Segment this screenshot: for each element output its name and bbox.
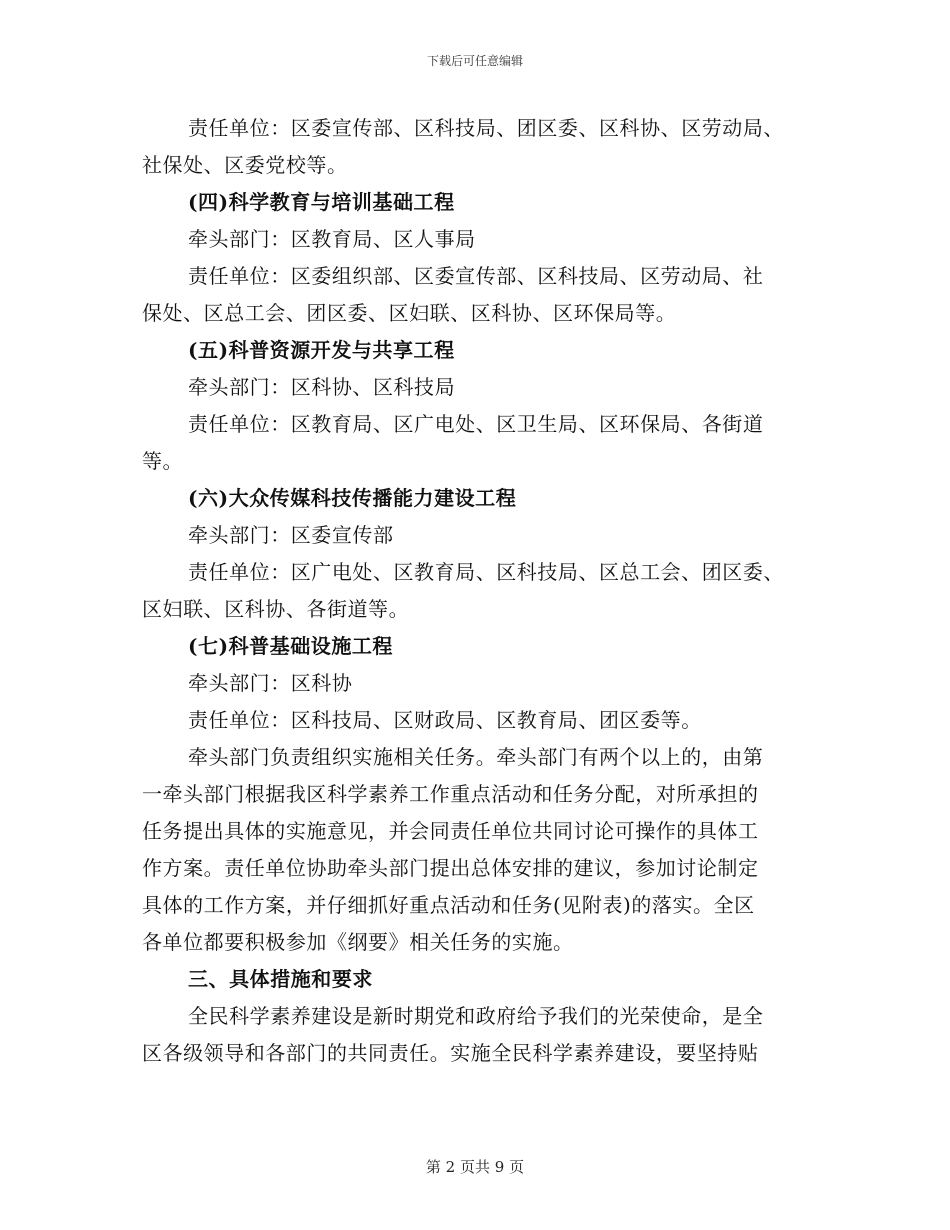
paragraph-line: 各单位都要积极参加《纲要》相关任务的实施。 xyxy=(142,930,574,954)
paragraph-line: 等。 xyxy=(142,449,184,473)
section-heading: (七)科普基础设施工程 xyxy=(188,634,393,658)
paragraph-line: 全民科学素养建设是新时期党和政府给予我们的光荣使命，是全 xyxy=(188,1004,764,1028)
paragraph-line: 一牵头部门根据我区科学素养工作重点活动和任务分配，对所承担的 xyxy=(142,782,759,806)
paragraph-line: 社保处、区委党校等。 xyxy=(142,153,348,177)
paragraph-line: 区各级领导和各部门的共同责任。实施全民科学素养建设，要坚持贴 xyxy=(142,1041,759,1065)
section-heading: (五)科普资源开发与共享工程 xyxy=(188,338,455,362)
section-heading: (六)大众传媒科技传播能力建设工程 xyxy=(188,486,517,510)
paragraph-line: 牵头部门：区教育局、区人事局 xyxy=(188,227,476,251)
paragraph-line: 牵头部门：区科协、区科技局 xyxy=(188,375,456,399)
paragraph-line: 责任单位：区教育局、区广电处、区卫生局、区环保局、各街道 xyxy=(188,412,764,436)
page-number: 第 2 页共 9 页 xyxy=(425,1158,525,1176)
paragraph-line: 作方案。责任单位协助牵头部门提出总体安排的建议，参加讨论制定 xyxy=(142,856,759,880)
document-body xyxy=(142,110,808,1072)
section-heading: 三、具体措施和要求 xyxy=(188,967,373,991)
paragraph-line: 责任单位：区广电处、区教育局、区科技局、区总工会、团区委、 xyxy=(188,560,784,584)
paragraph-line: 牵头部门：区科协 xyxy=(188,671,353,695)
page-header: 下载后可任意编辑 xyxy=(426,54,523,68)
paragraph-line: 责任单位：区委组织部、区委宣传部、区科技局、区劳动局、社 xyxy=(188,264,764,288)
paragraph-line: 区妇联、区科协、各街道等。 xyxy=(142,597,410,621)
paragraph-line: 保处、区总工会、团区委、区妇联、区科协、区环保局等。 xyxy=(142,301,677,325)
paragraph-line: 任务提出具体的实施意见，并会同责任单位共同讨论可操作的具体工 xyxy=(142,819,759,843)
paragraph-line: 牵头部门负责组织实施相关任务。牵头部门有两个以上的，由第 xyxy=(188,745,764,769)
paragraph-line: 具体的工作方案，并仔细抓好重点活动和任务(见附表)的落实。全区 xyxy=(142,893,755,917)
paragraph-line: 责任单位：区委宣传部、区科技局、团区委、区科协、区劳动局、 xyxy=(188,116,784,140)
paragraph-line: 责任单位：区科技局、区财政局、区教育局、团区委等。 xyxy=(188,708,702,732)
section-heading: (四)科学教育与培训基础工程 xyxy=(188,190,455,214)
paragraph-line: 牵头部门：区委宣传部 xyxy=(188,523,394,547)
